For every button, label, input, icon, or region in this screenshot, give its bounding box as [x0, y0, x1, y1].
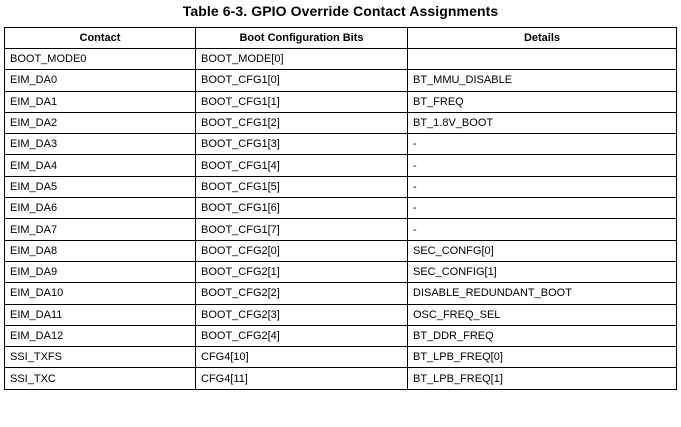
contact-cell: EIM_DA8	[5, 240, 196, 261]
boot-config-cell: BOOT_CFG2[1]	[196, 261, 408, 282]
boot-config-cell: BOOT_CFG2[4]	[196, 325, 408, 346]
details-cell: BT_LPB_FREQ[1]	[408, 368, 677, 389]
contact-cell: EIM_DA4	[5, 155, 196, 176]
table-row	[5, 49, 677, 70]
table-row	[5, 112, 677, 133]
table-row	[5, 70, 677, 91]
column-header-boot-configuration-bits: Boot Configuration Bits	[196, 28, 408, 49]
boot-config-cell: BOOT_MODE[0]	[196, 49, 408, 70]
table-row	[5, 198, 677, 219]
details-cell: -	[408, 198, 677, 219]
contact-cell: EIM_DA12	[5, 325, 196, 346]
details-cell: SEC_CONFG[0]	[408, 240, 677, 261]
table-row	[5, 91, 677, 112]
details-cell: BT_FREQ	[408, 91, 677, 112]
details-cell: BT_DDR_FREQ	[408, 325, 677, 346]
boot-config-cell: BOOT_CFG2[3]	[196, 304, 408, 325]
boot-config-cell: BOOT_CFG2[2]	[196, 283, 408, 304]
boot-config-cell: BOOT_CFG1[0]	[196, 70, 408, 91]
contact-cell: BOOT_MODE0	[5, 49, 196, 70]
details-cell: -	[408, 176, 677, 197]
table-row	[5, 240, 677, 261]
contact-cell: SSI_TXFS	[5, 347, 196, 368]
contact-cell: EIM_DA2	[5, 112, 196, 133]
details-cell: BT_MMU_DISABLE	[408, 70, 677, 91]
table-row	[5, 325, 677, 346]
table-row	[5, 261, 677, 282]
table-row	[5, 283, 677, 304]
details-cell: BT_LPB_FREQ[0]	[408, 347, 677, 368]
contact-cell: EIM_DA10	[5, 283, 196, 304]
boot-config-cell: BOOT_CFG1[6]	[196, 198, 408, 219]
boot-config-cell: BOOT_CFG1[4]	[196, 155, 408, 176]
details-cell: SEC_CONFIG[1]	[408, 261, 677, 282]
table-caption: Table 6-3. GPIO Override Contact Assignments	[182, 3, 499, 19]
details-cell: -	[408, 155, 677, 176]
table-row	[5, 155, 677, 176]
boot-config-cell: CFG4[10]	[196, 347, 408, 368]
table-row	[5, 134, 677, 155]
boot-config-cell: BOOT_CFG1[1]	[196, 91, 408, 112]
header-row	[5, 28, 677, 49]
gpio-override-table	[4, 27, 677, 390]
boot-config-cell: BOOT_CFG1[5]	[196, 176, 408, 197]
contact-cell: EIM_DA9	[5, 261, 196, 282]
contact-cell: EIM_DA7	[5, 219, 196, 240]
details-cell: BT_1.8V_BOOT	[408, 112, 677, 133]
column-header-contact: Contact	[5, 28, 196, 49]
details-cell: DISABLE_REDUNDANT_BOOT	[408, 283, 677, 304]
boot-config-cell: BOOT_CFG2[0]	[196, 240, 408, 261]
contact-cell: SSI_TXC	[5, 368, 196, 389]
boot-config-cell: BOOT_CFG1[2]	[196, 112, 408, 133]
table-row	[5, 368, 677, 389]
contact-cell: EIM_DA6	[5, 198, 196, 219]
details-cell	[408, 49, 677, 70]
details-cell: -	[408, 134, 677, 155]
details-cell: -	[408, 219, 677, 240]
contact-cell: EIM_DA5	[5, 176, 196, 197]
contact-cell: EIM_DA3	[5, 134, 196, 155]
boot-config-cell: BOOT_CFG1[7]	[196, 219, 408, 240]
details-cell: OSC_FREQ_SEL	[408, 304, 677, 325]
table-row	[5, 176, 677, 197]
contact-cell: EIM_DA0	[5, 70, 196, 91]
table-row	[5, 219, 677, 240]
boot-config-cell: CFG4[11]	[196, 368, 408, 389]
boot-config-cell: BOOT_CFG1[3]	[196, 134, 408, 155]
table-row	[5, 347, 677, 368]
contact-cell: EIM_DA11	[5, 304, 196, 325]
table-row	[5, 304, 677, 325]
contact-cell: EIM_DA1	[5, 91, 196, 112]
column-header-details: Details	[408, 28, 677, 49]
